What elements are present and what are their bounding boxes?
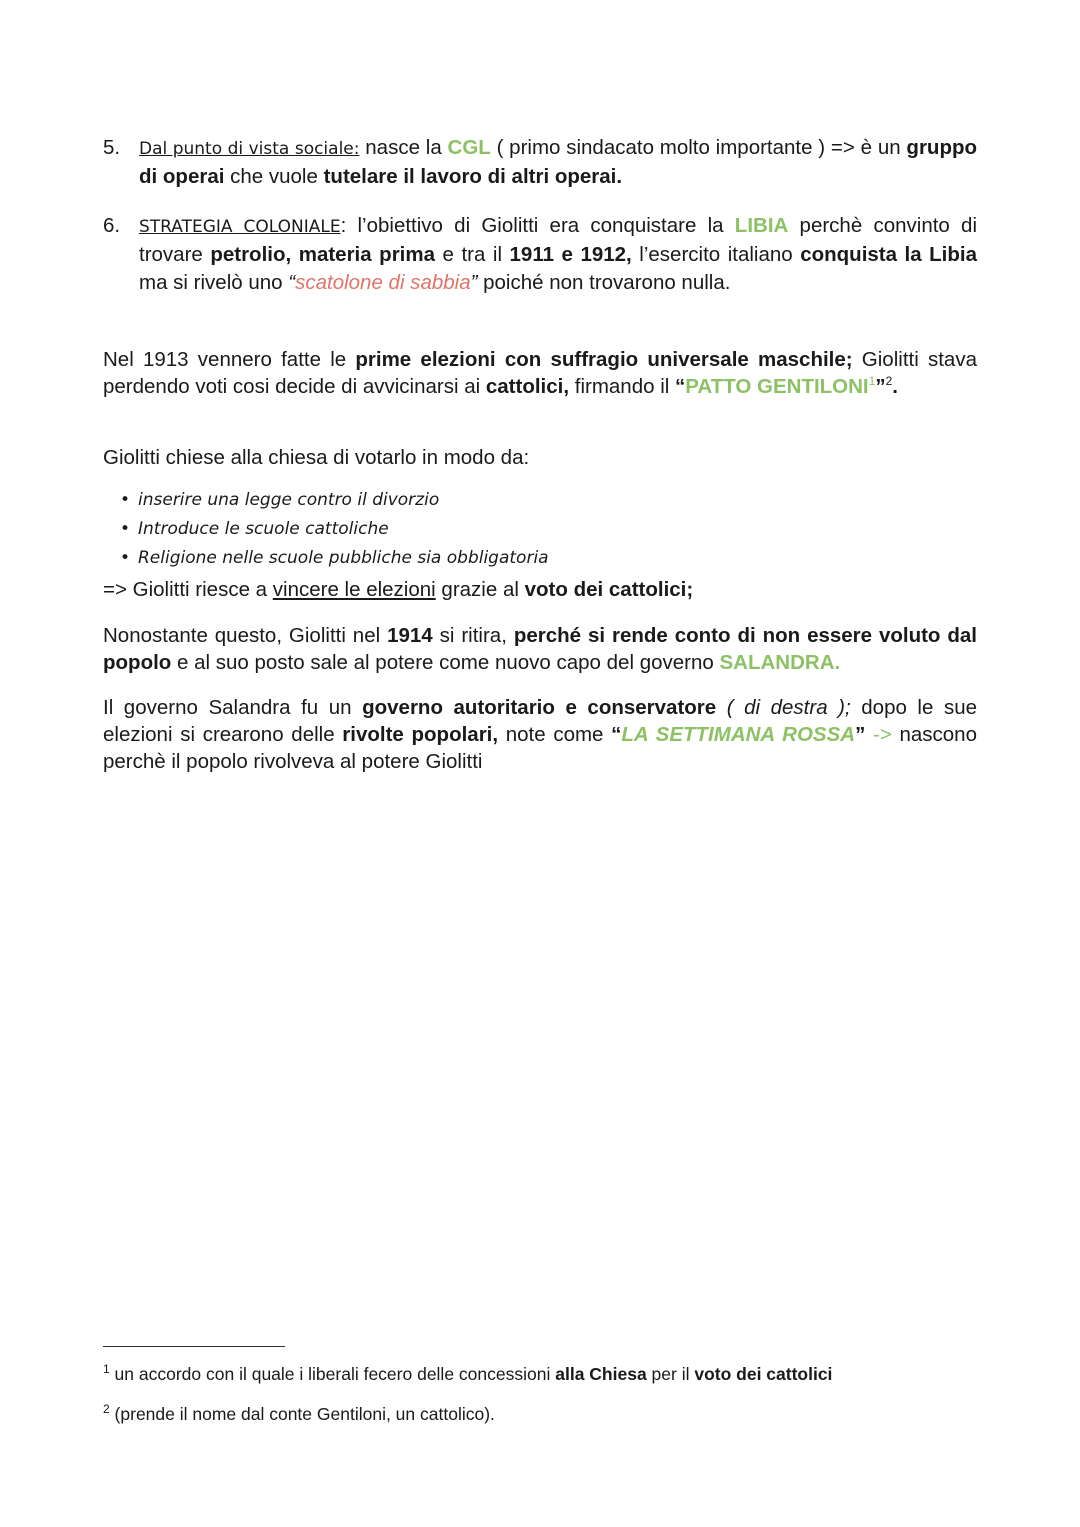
bold-text: prime elezioni con suffragio universale maschile; (355, 348, 853, 371)
text: che vuole (224, 165, 324, 188)
paragraph-governo-salandra (103, 694, 977, 775)
footnote-ref-1[interactable]: 1 (868, 374, 876, 389)
bullet-list (120, 486, 549, 573)
text: l’esercito italiano (631, 243, 801, 266)
bullet-text: inserire una legge contro il divorzio (138, 490, 440, 510)
footnote-number: 1 (103, 1362, 110, 1377)
paragraph-1914 (103, 622, 977, 676)
bold-text: perché si rende conto di non essere voluto dal popolo (103, 624, 977, 674)
highlight-patto-gentiloni: PATTO GENTILONI (685, 375, 869, 398)
list-number: 5. (103, 136, 121, 159)
list-item (120, 544, 549, 573)
text: (prende il nome dal conte Gentiloni, un cattolico). (109, 1404, 495, 1424)
text: ma si rivelò uno (139, 271, 289, 294)
highlight-libia: LIBIA (734, 214, 789, 237)
paragraph-chiesa: Giolitti chiese alla chiesa di votarlo in modo da: (103, 446, 530, 469)
bold-text: conquista la Libia (800, 243, 977, 266)
bold-text: cattolici, (485, 375, 570, 398)
text: grazie al (435, 578, 525, 601)
footnote-2 (103, 1402, 495, 1426)
bold-text: voto dei cattolici (694, 1364, 833, 1384)
text: dopo le sue elezioni si crearono delle (103, 696, 977, 746)
text: Il governo Salandra fu un (103, 696, 363, 719)
highlight-cgl: CGL (447, 136, 491, 159)
bullet-icon: • (120, 548, 131, 568)
item-label: STRATEGIA COLONIALE (139, 217, 341, 237)
highlight-scatolone: scatolone di sabbia (295, 271, 471, 294)
quote: ” (855, 723, 866, 746)
list-item (120, 486, 549, 515)
quote: “ (611, 723, 622, 746)
quote: ” (875, 375, 886, 398)
list-number: 6. (103, 214, 121, 237)
highlight-salandra: SALANDRA. (719, 651, 841, 674)
bold-text: 1914 (387, 624, 433, 647)
text: firmando il (569, 375, 676, 398)
text: un accordo con il quale i liberali fecero delle concessioni (109, 1364, 556, 1384)
quote: “ (288, 271, 296, 294)
text: => Giolitti riesce a (103, 578, 273, 601)
footnote-ref-2[interactable]: 2 (885, 374, 893, 389)
text: Nel 1913 vennero fatte le (103, 348, 356, 371)
text: per il (646, 1364, 695, 1384)
highlight-settimana-rossa: LA SETTIMANA ROSSA (621, 723, 856, 746)
bold-text: alla Chiesa (555, 1364, 647, 1384)
bold-text: voto dei cattolici; (524, 578, 694, 601)
list-item-6 (103, 212, 977, 297)
bold-text: rivolte popolari, (342, 723, 499, 746)
text: nascono perchè il popolo rivolveva al potere Giolitti (103, 723, 977, 773)
paragraph-vittoria (103, 576, 977, 603)
text: . (892, 375, 898, 398)
bold-text: petrolio, materia prima (210, 243, 435, 266)
bullet-text: Religione nelle scuole pubbliche sia obbligatoria (138, 548, 549, 568)
bold-text: governo autoritario e conservatore (362, 696, 717, 719)
bullet-icon: • (120, 519, 131, 539)
text: poiché non trovarono nulla. (477, 271, 731, 294)
list-item-5 (103, 134, 977, 191)
item-label: Dal punto di vista sociale: (139, 139, 360, 159)
underlined-text: vincere le elezioni (272, 578, 436, 601)
text: si ritira, (432, 624, 514, 647)
quote: ” (470, 271, 478, 294)
text: : l’obiettivo di Giolitti era conquistare la (340, 214, 735, 237)
bold-text: tutelare il lavoro di altri operai. (323, 165, 623, 188)
text: ( primo sindacato molto importante ) => è un (490, 136, 907, 159)
text: note come (498, 723, 612, 746)
text: e tra il (435, 243, 510, 266)
arrow: -> (865, 723, 892, 746)
bold-text: gruppo di operai (139, 136, 978, 188)
footnote-separator (103, 1346, 285, 1347)
footnote-1 (103, 1362, 832, 1386)
text: perchè convinto di trovare (139, 214, 977, 266)
bold-text: 1911 e 1912, (509, 243, 632, 266)
text: Nonostante questo, Giolitti nel (103, 624, 388, 647)
paragraph-elezioni-1913 (103, 346, 977, 400)
italic-text: ( di destra ); (716, 696, 851, 719)
text: nasce la (359, 136, 448, 159)
footnote-number: 2 (103, 1402, 110, 1417)
bullet-text: Introduce le scuole cattoliche (138, 519, 389, 539)
text: Giolitti stava perdendo voti cosi decide di avvicinarsi ai (103, 348, 977, 398)
text: e al suo posto sale al potere come nuovo capo del governo (171, 651, 720, 674)
list-item (120, 515, 549, 544)
quote: “ (675, 375, 686, 398)
bullet-icon: • (120, 490, 131, 510)
